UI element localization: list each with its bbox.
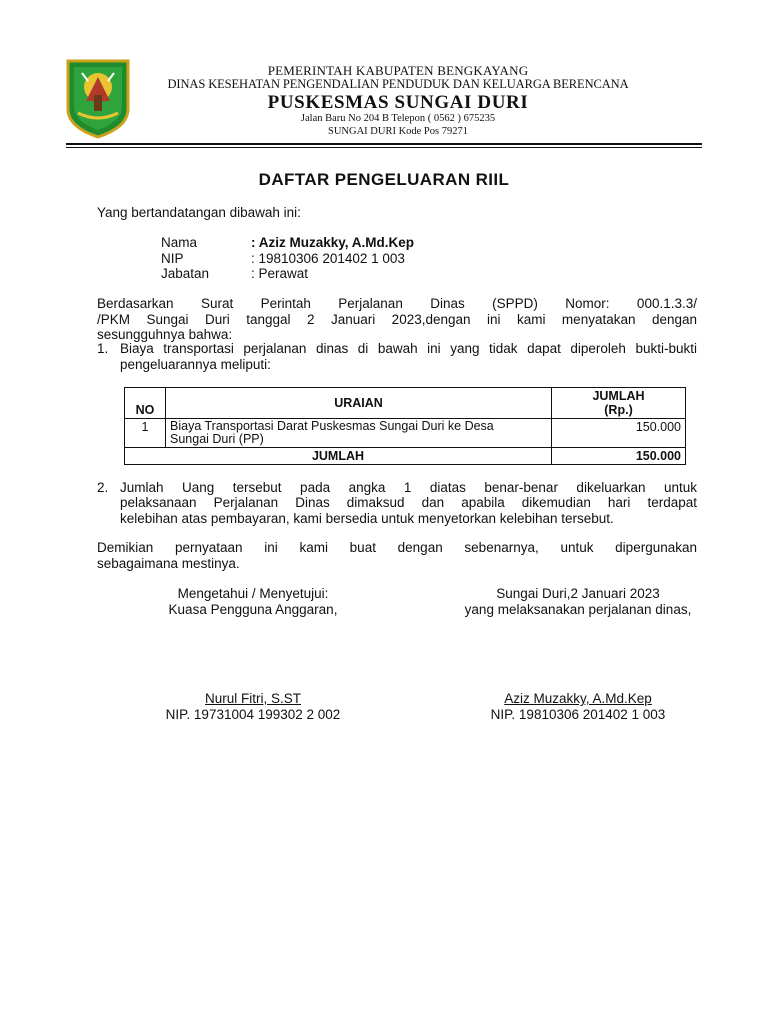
identity-value-position: : Perawat [251,266,309,281]
letterhead-rule-thick [66,143,702,145]
row-amount: 150.000 [552,419,686,448]
intro-text: Yang bertandatangan dibawah ini: [97,205,301,220]
left-signatory-name-text: Nurul Fitri, S.ST [204,691,301,706]
header-amount [552,388,686,419]
left-signature-line1: Mengetahui / Menyetujui: [177,586,329,601]
row-no: 1 [125,419,166,448]
header-no: NO [125,388,166,419]
right-signatory-name-text: Aziz Muzakky, A.Md.Kep [504,691,652,706]
item2-number: 2. [97,480,109,495]
identity-value-name: : Aziz Muzakky, A.Md.Kep [251,235,415,250]
closing-line1: Demikian pernyataan ini kami buat dengan sebenarnya, untuk dipergunakan [97,540,697,555]
regency-emblem-icon [64,57,132,139]
identity-value-nip: : 19810306 201402 1 003 [251,251,405,266]
row-description-line1: Biaya Transportasi Darat Puskesmas Sungai Duri ke Desa [170,419,494,433]
table-row [125,419,686,448]
paragraph1-line2: /PKM Sungai Duri tanggal 2 Januari 2023,dengan ini kami menyatakan dengan [97,312,697,327]
paragraph1-line1: Berdasarkan Surat Perintah Perjalanan Dinas (SPPD) Nomor: 000.1.3.3/ [97,296,697,311]
letterhead-rule-thin [66,147,702,148]
right-signatory-name [445,691,711,707]
letterhead-government: PEMERINTAH KABUPATEN BENGKAYANG [267,63,529,78]
header-uraian: URAIAN [166,388,552,419]
row-description-line2: Sungai Duri (PP) [170,432,264,446]
header-amount-line2: (Rp.) [604,403,633,417]
header-amount-line1: JUMLAH [592,389,645,403]
paragraph1-line3: sesungguhnya bahwa: [97,327,233,342]
letterhead-address: Jalan Baru No 204 B Telepon ( 0562 ) 675235 [300,113,496,124]
expense-table [124,387,686,465]
item1-line2: pengeluarannya meliputi: [120,357,271,372]
identity-label-position: Jabatan [161,266,210,281]
row-description [166,419,552,448]
letterhead-institution: PUSKESMAS SUNGAI DURI [267,92,529,113]
item1-number: 1. [97,341,109,356]
item1-line1: Biaya transportasi perjalanan dinas di bawah ini yang tidak dapat diperoleh bukti-bukti [120,341,697,356]
item2-line3: kelebihan atas pembayaran, kami bersedia untuk menyetorkan kelebihan tersebut. [120,511,614,526]
total-label: JUMLAH [125,448,552,465]
item2-line2: pelaksanaan Perjalanan Dinas dimaksud dan apabila dikemudian hari terdapat [120,495,697,510]
letterhead-postal: SUNGAI DURI Kode Pos 79271 [327,126,468,137]
identity-label-nip: NIP [161,251,184,266]
left-signatory-name [120,691,386,707]
right-signature-line1: Sungai Duri,2 Januari 2023 [496,586,660,601]
left-signatory-nip: NIP. 19731004 199302 2 002 [165,707,341,722]
item2-line1: Jumlah Uang tersebut pada angka 1 diatas benar-benar dikeluarkan untuk [120,480,697,495]
left-signature-line2: Kuasa Pengguna Anggaran, [168,602,338,617]
closing-line2: sebagaimana mestinya. [97,556,240,571]
identity-label-name: Nama [161,235,198,250]
table-header-row [125,388,686,419]
document-title: DAFTAR PENGELUARAN RIIL [258,170,510,189]
right-signature-line2: yang melaksanakan perjalanan dinas, [464,602,692,617]
right-signatory-nip: NIP. 19810306 201402 1 003 [490,707,666,722]
table-total-row [125,448,686,465]
letterhead-department: DINAS KESEHATAN PENGENDALIAN PENDUDUK DAN KELUARGA BERENCANA [167,77,629,91]
total-amount: 150.000 [552,448,686,465]
